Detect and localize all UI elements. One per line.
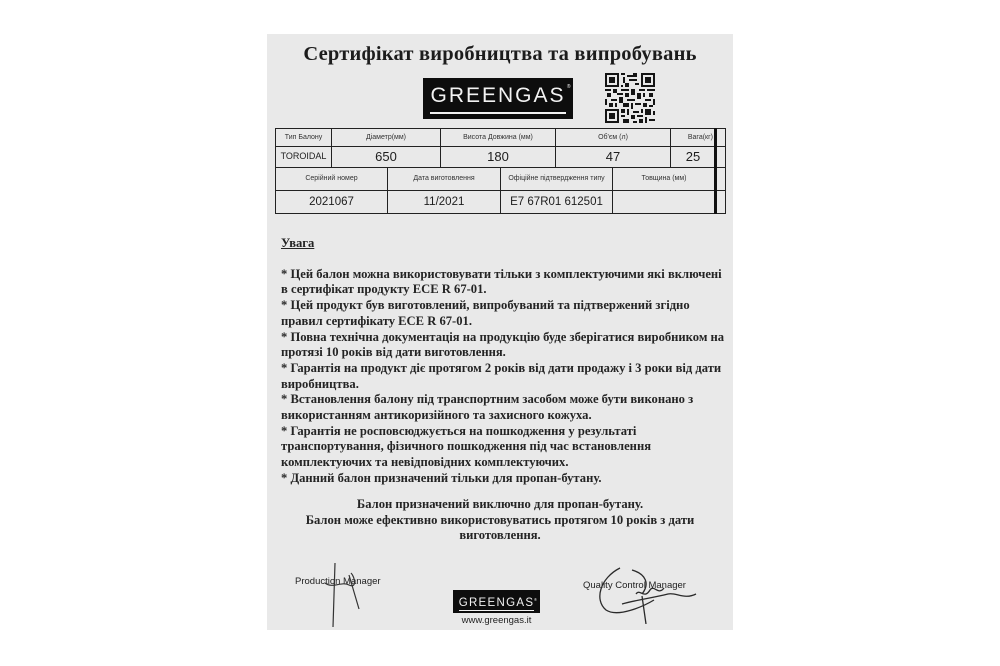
closing-line: Балон призначений виключно для пропан-бутану. [356,497,644,511]
header-weight: Вага(кг) [670,128,716,147]
logo-underline [430,112,565,114]
specification-table [275,128,726,214]
warning-section [281,236,729,487]
closing-statement [267,497,733,544]
header-manufacture-date: Дата виготовлення [387,167,501,191]
value-serial-number: 2021067 [275,190,388,214]
header-thickness: Товщина (мм) [612,167,716,191]
header-cylinder-type: Тип Балону [275,128,332,147]
warning-item: * Гарантія на продукт діє протягом 2 років від дати продажу і 3 роки від дати виробництва. [281,360,722,391]
warning-item: * Данний балон призначений тільки для пропан-бутану. [281,470,602,485]
warning-item: * Цей продукт був виготовлений, випробуваний та підтвержений згідно правил сертифікату ECE R 67-01. [281,298,690,328]
header-serial-number: Серійний номер [275,167,388,191]
value-thickness [612,190,716,214]
header-diameter: Діаметр(мм) [331,128,441,147]
production-manager-label: Production Manager [295,576,381,587]
registered-mark: ® [566,84,573,90]
value-weight: 25 [670,146,716,168]
quality-control-manager-label: Quality Control Manager [583,580,686,591]
warning-item: * Цей балон можна використовувати тільки з комплектуючими які включені в сертифікат продукту ECE R 67-01. [281,266,722,297]
table-thick-divider [714,128,717,214]
website-url: www.greengas.it [461,615,532,626]
production-manager-signature [319,559,369,629]
value-cylinder-type: TOROIDAL [275,146,332,168]
footer-logo-text: GREENGAS [458,597,535,609]
value-type-approval: E7 67R01 612501 [500,190,613,214]
value-manufacture-date: 11/2021 [387,190,501,214]
value-height-length: 180 [440,146,556,168]
footer-greengas-logo [453,590,540,613]
warning-item: * Гарантія не росповсюджується на пошкодження у результаті транспортування, фізичного пошкодження під час встановлення комплектуючих та невідповідних комплектуючих. [281,423,652,470]
warning-item: * Встановлення балону під транспортним засобом може бути виконано з використанням антикоризійного та захисного кожуха. [281,392,694,423]
closing-line: Балон може ефективно використовуватись протягом 10 років з дати виготовлення. [305,512,695,543]
registered-mark: ® [534,597,539,602]
header-height-length: Висота Довжина (мм) [440,128,556,147]
quality-control-manager-signature [592,564,707,624]
header-type-approval: Офіційне підтвердження типу [500,167,613,191]
logo-text: GREENGAS [430,84,566,107]
footer-logo-underline [459,610,535,611]
warning-heading: Увага [281,236,315,250]
warning-item: * Повна технічна документація на продукцію буде зберігатися виробником на протязі 10 років від дати виготовлення. [281,329,725,360]
certificate-title: Сертифікат виробництва та випробувань [303,43,697,65]
value-diameter: 650 [331,146,441,168]
greengas-logo [423,78,573,119]
header-volume: Об'єм (л) [555,128,671,147]
value-volume: 47 [555,146,671,168]
qr-code-icon [604,73,656,123]
certificate-sheet [267,34,733,630]
